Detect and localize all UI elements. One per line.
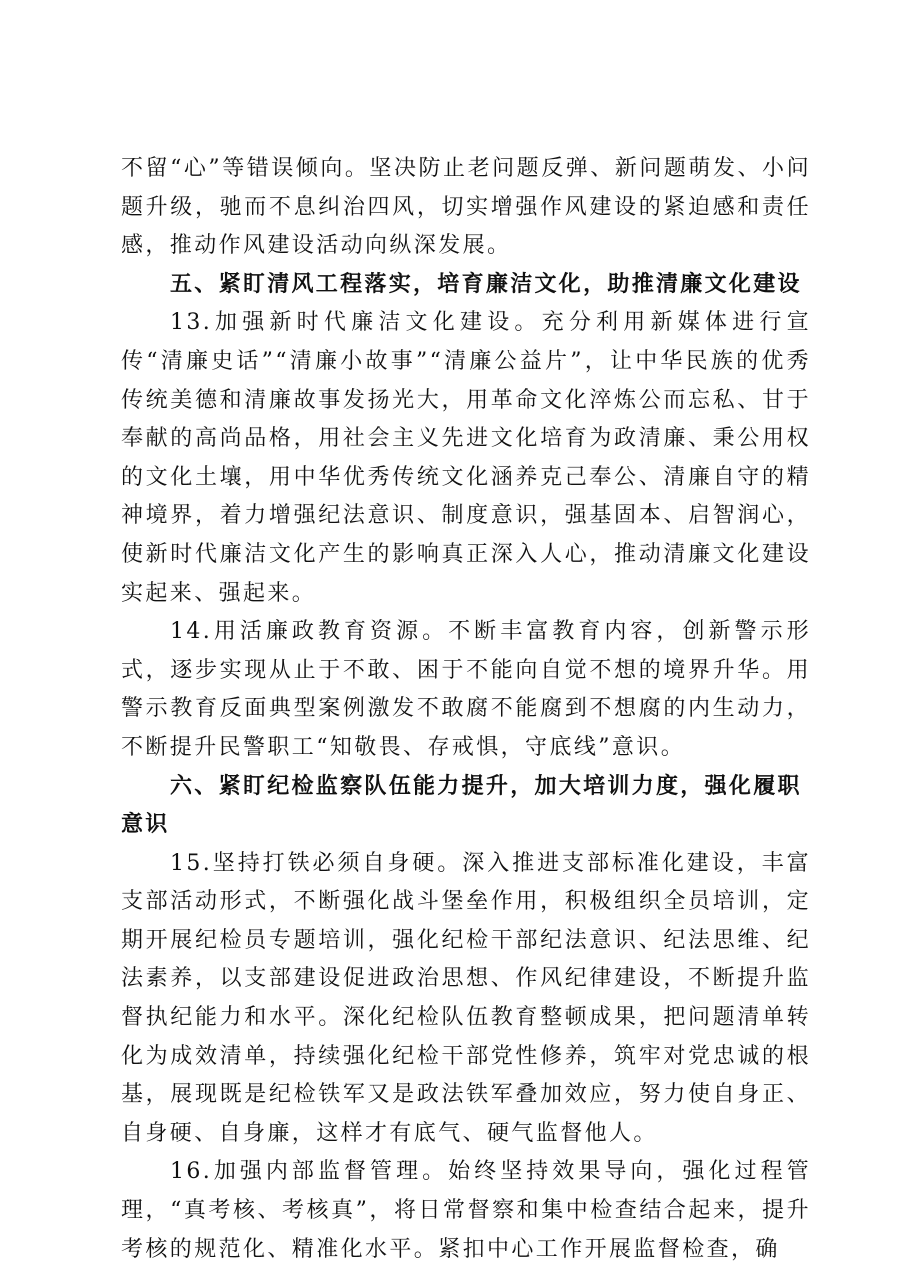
section-heading-5: 五、紧盯清风工程落实，培育廉洁文化，助推清廉文化建设 [170, 271, 802, 297]
document-body [121, 150, 811, 1269]
paragraph-item-16: 16.加强内部监督管理。始终坚持效果导向，强化过程管理，“真考核、考核真”，将日常督察和集中检查结合起来，提升考核的规范化、精准化水平。紧扣中心工作开展监督检查，确 [121, 1159, 811, 1262]
paragraph-item-13: 13.加强新时代廉洁文化建设。充分利用新媒体进行宣传“清廉史话”“清廉小故事”“清廉公益片”，让中华民族的优秀传统美德和清廉故事发扬光大，用革命文化淬炼公而忘私、甘于奉献的高尚品格，用社会主义先进文化培育为政清廉、秉公用权的文化土壤，用中华优秀传统文化涵养克己奉公、清廉自守的精神境界，着力增强纪法意识、制度意识，强基固本、启智润心，使新时代廉洁文化产生的影响真正深入人心，推动清廉文化建设实起来、强起来。 [121, 310, 811, 606]
paragraph-item-14: 14.用活廉政教育资源。不断丰富教育内容，创新警示形式，逐步实现从止于不敢、困于不能向自觉不想的境界升华。用警示教育反面典型案例激发不敢腐不能腐到不想腐的内生动力，不断提升民警职工“知敬畏、存戒惧，守底线”意识。 [121, 619, 811, 760]
section-heading-6: 六、紧盯纪检监察队伍能力提升，加大培训力度，强化履职意识 [121, 773, 802, 838]
paragraph-continuation: 不留“心”等错误倾向。坚决防止老问题反弹、新问题萌发、小问题升级，驰而不息纠治四风，切实增强作风建设的紧迫感和责任感，推动作风建设活动向纵深发展。 [121, 156, 811, 259]
paragraph-item-15: 15.坚持打铁必须自身硬。深入推进支部标准化建设，丰富支部活动形式，不断强化战斗堡垒作用，积极组织全员培训，定期开展纪检员专题培训，强化纪检干部纪法意识、纪法思维、纪法素养，以支部建设促进政治思想、作风纪律建设，不断提升监督执纪能力和水平。深化纪检队伍教育整顿成果，把问题清单转化为成效清单，持续强化纪检干部党性修养，筑牢对党忠诚的根基，展现既是纪检铁军又是政法铁军叠加效应，努力使自身正、自身硬、自身廉，这样才有底气、硬气监督他人。 [121, 850, 811, 1146]
